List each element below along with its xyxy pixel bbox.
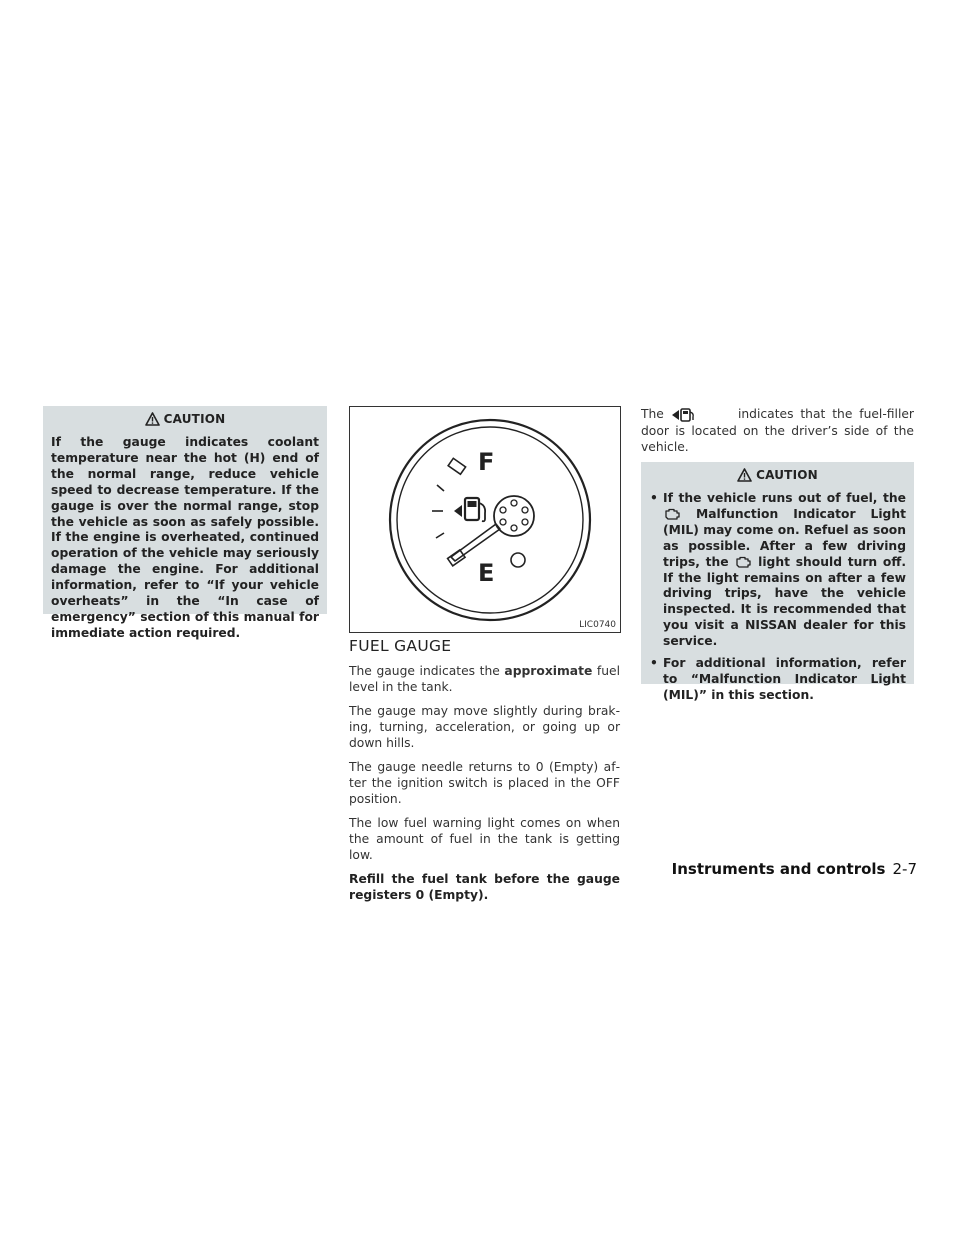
paragraph: The low fuel warning light comes on when the amount of fuel in the tank is getting low. bbox=[349, 816, 620, 862]
paragraph: The gauge may move slightly during braking, turning, acceleration, or going up or down hills. bbox=[349, 704, 620, 750]
paragraph: The gauge indicates the approximate fuel level in the tank. bbox=[349, 664, 620, 694]
paragraph: The indicates that the fuel-filler door is located on the driver’s side of the vehicle. bbox=[641, 407, 914, 454]
caution-text: If the gauge indicates coolant temperature near the hot (H) end of the normal range, reduce vehicle speed to decrease temperature. If the gauge is over the normal range, stop the vehicle as soon as safely possible. If the engine is overheated, continued operation of the vehicle may seriously damage the engine. For additional information, refer to “If your vehicle overheats” in the “In case of emergency” section of this manual for immediate action required. bbox=[51, 435, 319, 640]
list-item: • For additional information, refer to “Malfunction Indicator Light (MIL)” in this section. bbox=[649, 656, 906, 704]
paragraph: Refill the fuel tank before the gauge registers 0 (Empty). bbox=[349, 872, 620, 902]
caution-heading: CAUTION bbox=[43, 406, 327, 431]
caution-list bbox=[641, 487, 914, 718]
fuel-gauge-body bbox=[349, 663, 620, 911]
caution-heading: CAUTION bbox=[641, 462, 914, 487]
engine-check-icon bbox=[663, 508, 681, 521]
full-label: F bbox=[478, 448, 495, 476]
warning-icon bbox=[737, 468, 752, 482]
right-caution-box bbox=[641, 462, 914, 702]
fuel-pump-icon bbox=[454, 498, 485, 521]
section-title: Instruments and controls bbox=[671, 860, 886, 878]
engine-check-icon bbox=[734, 556, 752, 569]
warning-icon bbox=[145, 412, 160, 426]
section-heading: FUEL GAUGE bbox=[349, 637, 452, 655]
list-item: • If the vehicle runs out of fuel, the Malfunction Indicator Light (MIL) may come on. Refuel as soon as possible. After a few driving trips, the light should turn off. If the light remains on after a few driving trips, have the vehicle inspected. It is recommended that you visit a NISSAN dealer for this service. bbox=[649, 491, 906, 650]
page-number: 2-7 bbox=[892, 860, 917, 878]
fuel-door-note bbox=[641, 406, 914, 463]
fuel-gauge-figure bbox=[349, 406, 621, 633]
figure-code: LIC0740 bbox=[579, 620, 616, 630]
page-footer bbox=[672, 860, 917, 878]
fuel-door-indicator-icon bbox=[671, 407, 697, 423]
left-caution-box bbox=[43, 406, 327, 640]
paragraph: The gauge needle returns to 0 (Empty) after the ignition switch is placed in the OFF position. bbox=[349, 760, 620, 806]
fuel-gauge-illustration bbox=[350, 407, 620, 632]
empty-label: E bbox=[478, 559, 495, 587]
